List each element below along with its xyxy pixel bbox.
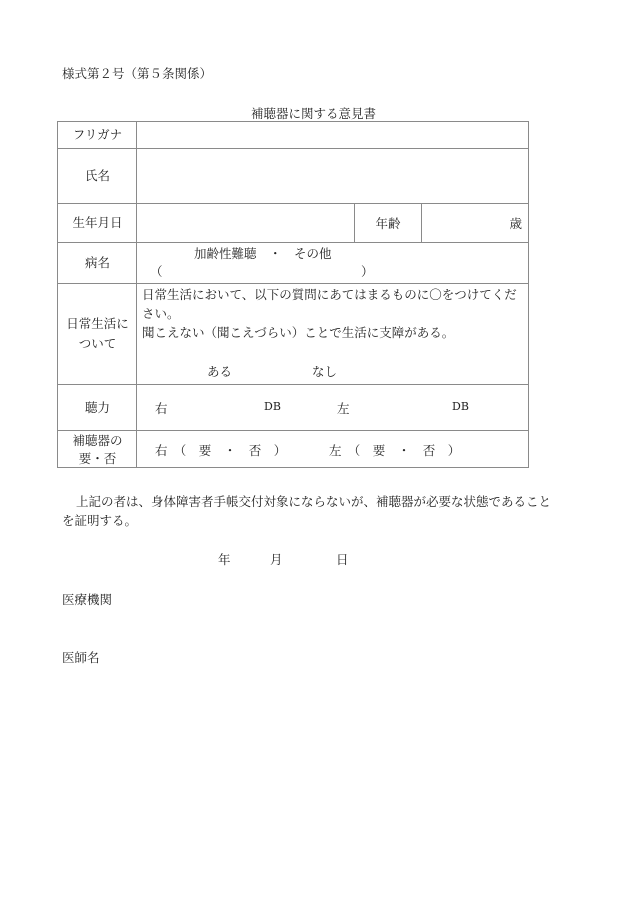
- daily-life-question: 聞こえない（聞こえづらい）ことで生活に支障がある。: [142, 325, 455, 340]
- age-field[interactable]: [422, 204, 528, 242]
- doctor-name-label: 医師名: [62, 650, 100, 665]
- form-number: 様式第２号（第５条関係）: [62, 66, 213, 81]
- opinion-form-table: [57, 121, 529, 468]
- hearing-label: 聴力: [84, 399, 110, 415]
- birthdate-field[interactable]: [138, 204, 352, 242]
- hearing-right-field[interactable]: [178, 397, 262, 417]
- daily-life-instruction-line2: さい。: [142, 306, 180, 321]
- certification-line2: を証明する。: [62, 513, 138, 528]
- hearing-left-field[interactable]: [360, 397, 450, 417]
- disease-other-paren-close: ）: [361, 264, 374, 279]
- option-no[interactable]: なし: [312, 364, 338, 379]
- hearing-left-label: 左: [337, 401, 350, 416]
- date-month: 月: [270, 552, 283, 567]
- furigana-field[interactable]: [138, 122, 528, 148]
- daily-life-label: [58, 284, 137, 384]
- hearing-right-label: 右: [155, 401, 168, 416]
- hearing-aid-need-right[interactable]: 右 （ 要 ・ 否 ）: [155, 443, 287, 458]
- hearing-left-unit: DB: [452, 400, 469, 413]
- date-day: 日: [336, 552, 349, 567]
- daily-life-label-line2: ついて: [78, 336, 117, 351]
- name-label: 氏名: [84, 168, 110, 183]
- hearing-aid-need-label: [58, 431, 137, 468]
- disease-other-paren-open: （: [150, 264, 163, 279]
- name-field[interactable]: [138, 149, 528, 203]
- hearing-right-unit: DB: [264, 400, 281, 413]
- medical-institution-label: 医療機関: [62, 592, 113, 607]
- document-title: 補聴器に関する意見書: [251, 106, 377, 121]
- option-yes[interactable]: ある: [207, 364, 233, 379]
- hearing-aid-need-left[interactable]: 左 （ 要 ・ 否 ）: [329, 443, 461, 458]
- hearing-aid-need-label-line2: 要・否: [78, 450, 117, 466]
- hearing-aid-need-label-line1: 補聴器の: [72, 432, 123, 448]
- date-year: 年: [218, 552, 231, 567]
- age-unit: 歳: [509, 216, 522, 231]
- daily-life-instruction-line1: 日常生活において、以下の質問にあてはまるものに〇をつけてくだ: [142, 287, 517, 302]
- furigana-label: フリガナ: [72, 127, 123, 142]
- disease-options[interactable]: 加齢性難聴 ・ その他: [194, 246, 332, 261]
- disease-label: 病名: [84, 255, 110, 270]
- daily-life-label-line1: 日常生活に: [66, 316, 129, 331]
- disease-other-field[interactable]: [158, 262, 358, 280]
- certification-line1: 上記の者は、身体障害者手帳交付対象にならないが、補聴器が必要な状態であること: [76, 494, 552, 509]
- age-label: 年齢: [375, 216, 401, 231]
- birthdate-label: 生年月日: [72, 215, 123, 230]
